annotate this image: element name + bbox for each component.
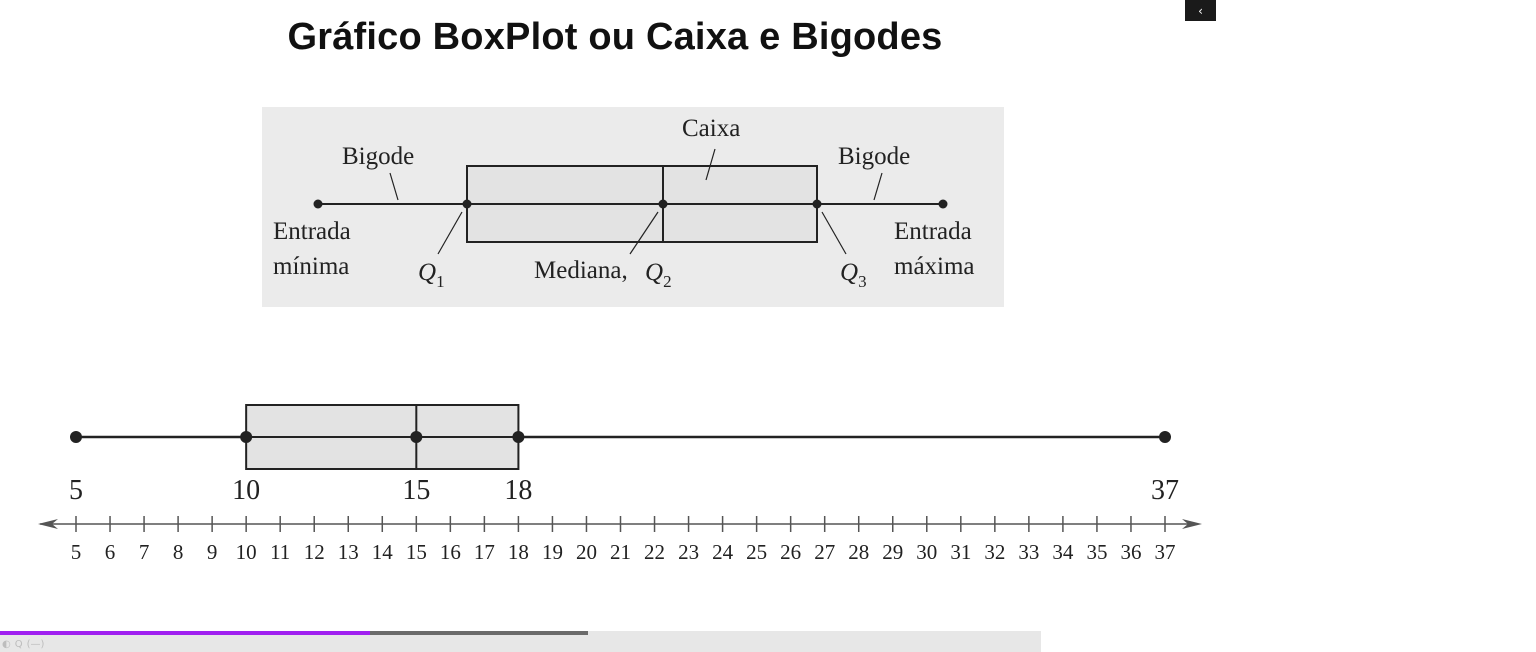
value-label-min: 5 <box>69 475 83 506</box>
point-min <box>70 431 82 443</box>
tick-label: 9 <box>206 540 218 564</box>
tick-label: 37 <box>1154 540 1176 564</box>
back-button[interactable]: ‹ <box>1185 0 1216 21</box>
tick-label: 33 <box>1018 540 1040 564</box>
label-q3-letter: Q <box>840 259 859 286</box>
tick-label: 7 <box>138 540 150 564</box>
label-entrada-min-line2: mínima <box>273 253 350 280</box>
tick-label: 5 <box>70 540 82 564</box>
data-boxplot <box>69 405 1179 506</box>
tick-label: 8 <box>172 540 184 564</box>
page-title: Gráfico BoxPlot ou Caixa e Bigodes <box>287 16 943 58</box>
tick-label: 35 <box>1086 540 1108 564</box>
tick-label: 27 <box>814 540 836 564</box>
tick-label: 15 <box>405 540 427 564</box>
tick-label: 17 <box>473 540 495 564</box>
label-bigode-right: Bigode <box>838 143 911 170</box>
diagram-point-q1 <box>463 200 472 209</box>
diagram-point-median <box>659 200 668 209</box>
tick-label: 32 <box>984 540 1006 564</box>
value-label-median: 15 <box>402 475 431 506</box>
player-control-icon[interactable]: ◐ <box>2 638 11 650</box>
tick-label: 36 <box>1120 540 1142 564</box>
tick-label: 31 <box>950 540 972 564</box>
player-controls <box>2 637 44 651</box>
label-bigode-left: Bigode <box>342 143 415 170</box>
value-label-max: 37 <box>1151 475 1179 506</box>
tick-label: 14 <box>371 540 393 564</box>
tick-label: 6 <box>104 540 116 564</box>
label-entrada-min-line1: Entrada <box>273 218 351 245</box>
tick-label: 30 <box>916 540 938 564</box>
tick-label: 25 <box>746 540 768 564</box>
tick-label: 12 <box>303 540 325 564</box>
label-q2-letter: Q <box>645 259 664 286</box>
tick-label: 29 <box>882 540 904 564</box>
progress-track[interactable] <box>0 631 588 635</box>
tick-label: 19 <box>541 540 563 564</box>
tick-label: 24 <box>712 540 734 564</box>
tick-label: 23 <box>678 540 700 564</box>
diagram-point-min <box>314 200 323 209</box>
tick-label: 28 <box>848 540 870 564</box>
label-mediana: Mediana, <box>534 257 628 284</box>
tick-label: 11 <box>270 540 291 564</box>
tick-label: 10 <box>235 540 257 564</box>
progress-fill <box>0 631 370 635</box>
player-control-cc[interactable]: (—) <box>26 638 45 650</box>
label-q1-letter: Q <box>418 259 437 286</box>
search-icon[interactable]: Q <box>14 638 23 650</box>
tick-label: 16 <box>439 540 461 564</box>
tick-label: 34 <box>1052 540 1074 564</box>
diagram-point-q3 <box>813 200 822 209</box>
tick-label: 22 <box>644 540 666 564</box>
label-caixa: Caixa <box>682 115 741 142</box>
point-q3 <box>512 431 524 443</box>
tick-label: 26 <box>780 540 802 564</box>
tick-label: 18 <box>507 540 529 564</box>
label-q3-sub: 3 <box>858 272 867 291</box>
number-line-axis <box>38 516 1202 564</box>
tick-label: 21 <box>610 540 631 564</box>
label-q2-sub: 2 <box>663 272 672 291</box>
value-label-q3: 18 <box>504 475 533 506</box>
point-max <box>1159 431 1171 443</box>
diagram-point-max <box>939 200 948 209</box>
boxplot-diagram <box>262 107 1004 307</box>
value-label-q1: 10 <box>232 475 261 506</box>
label-entrada-max-line1: Entrada <box>894 218 972 245</box>
label-entrada-max-line2: máxima <box>894 253 975 280</box>
label-q1-sub: 1 <box>436 272 445 291</box>
video-player-bar <box>0 631 1041 652</box>
tick-label: 20 <box>575 540 597 564</box>
tick-label: 13 <box>337 540 359 564</box>
point-q1 <box>240 431 252 443</box>
point-median <box>410 431 422 443</box>
